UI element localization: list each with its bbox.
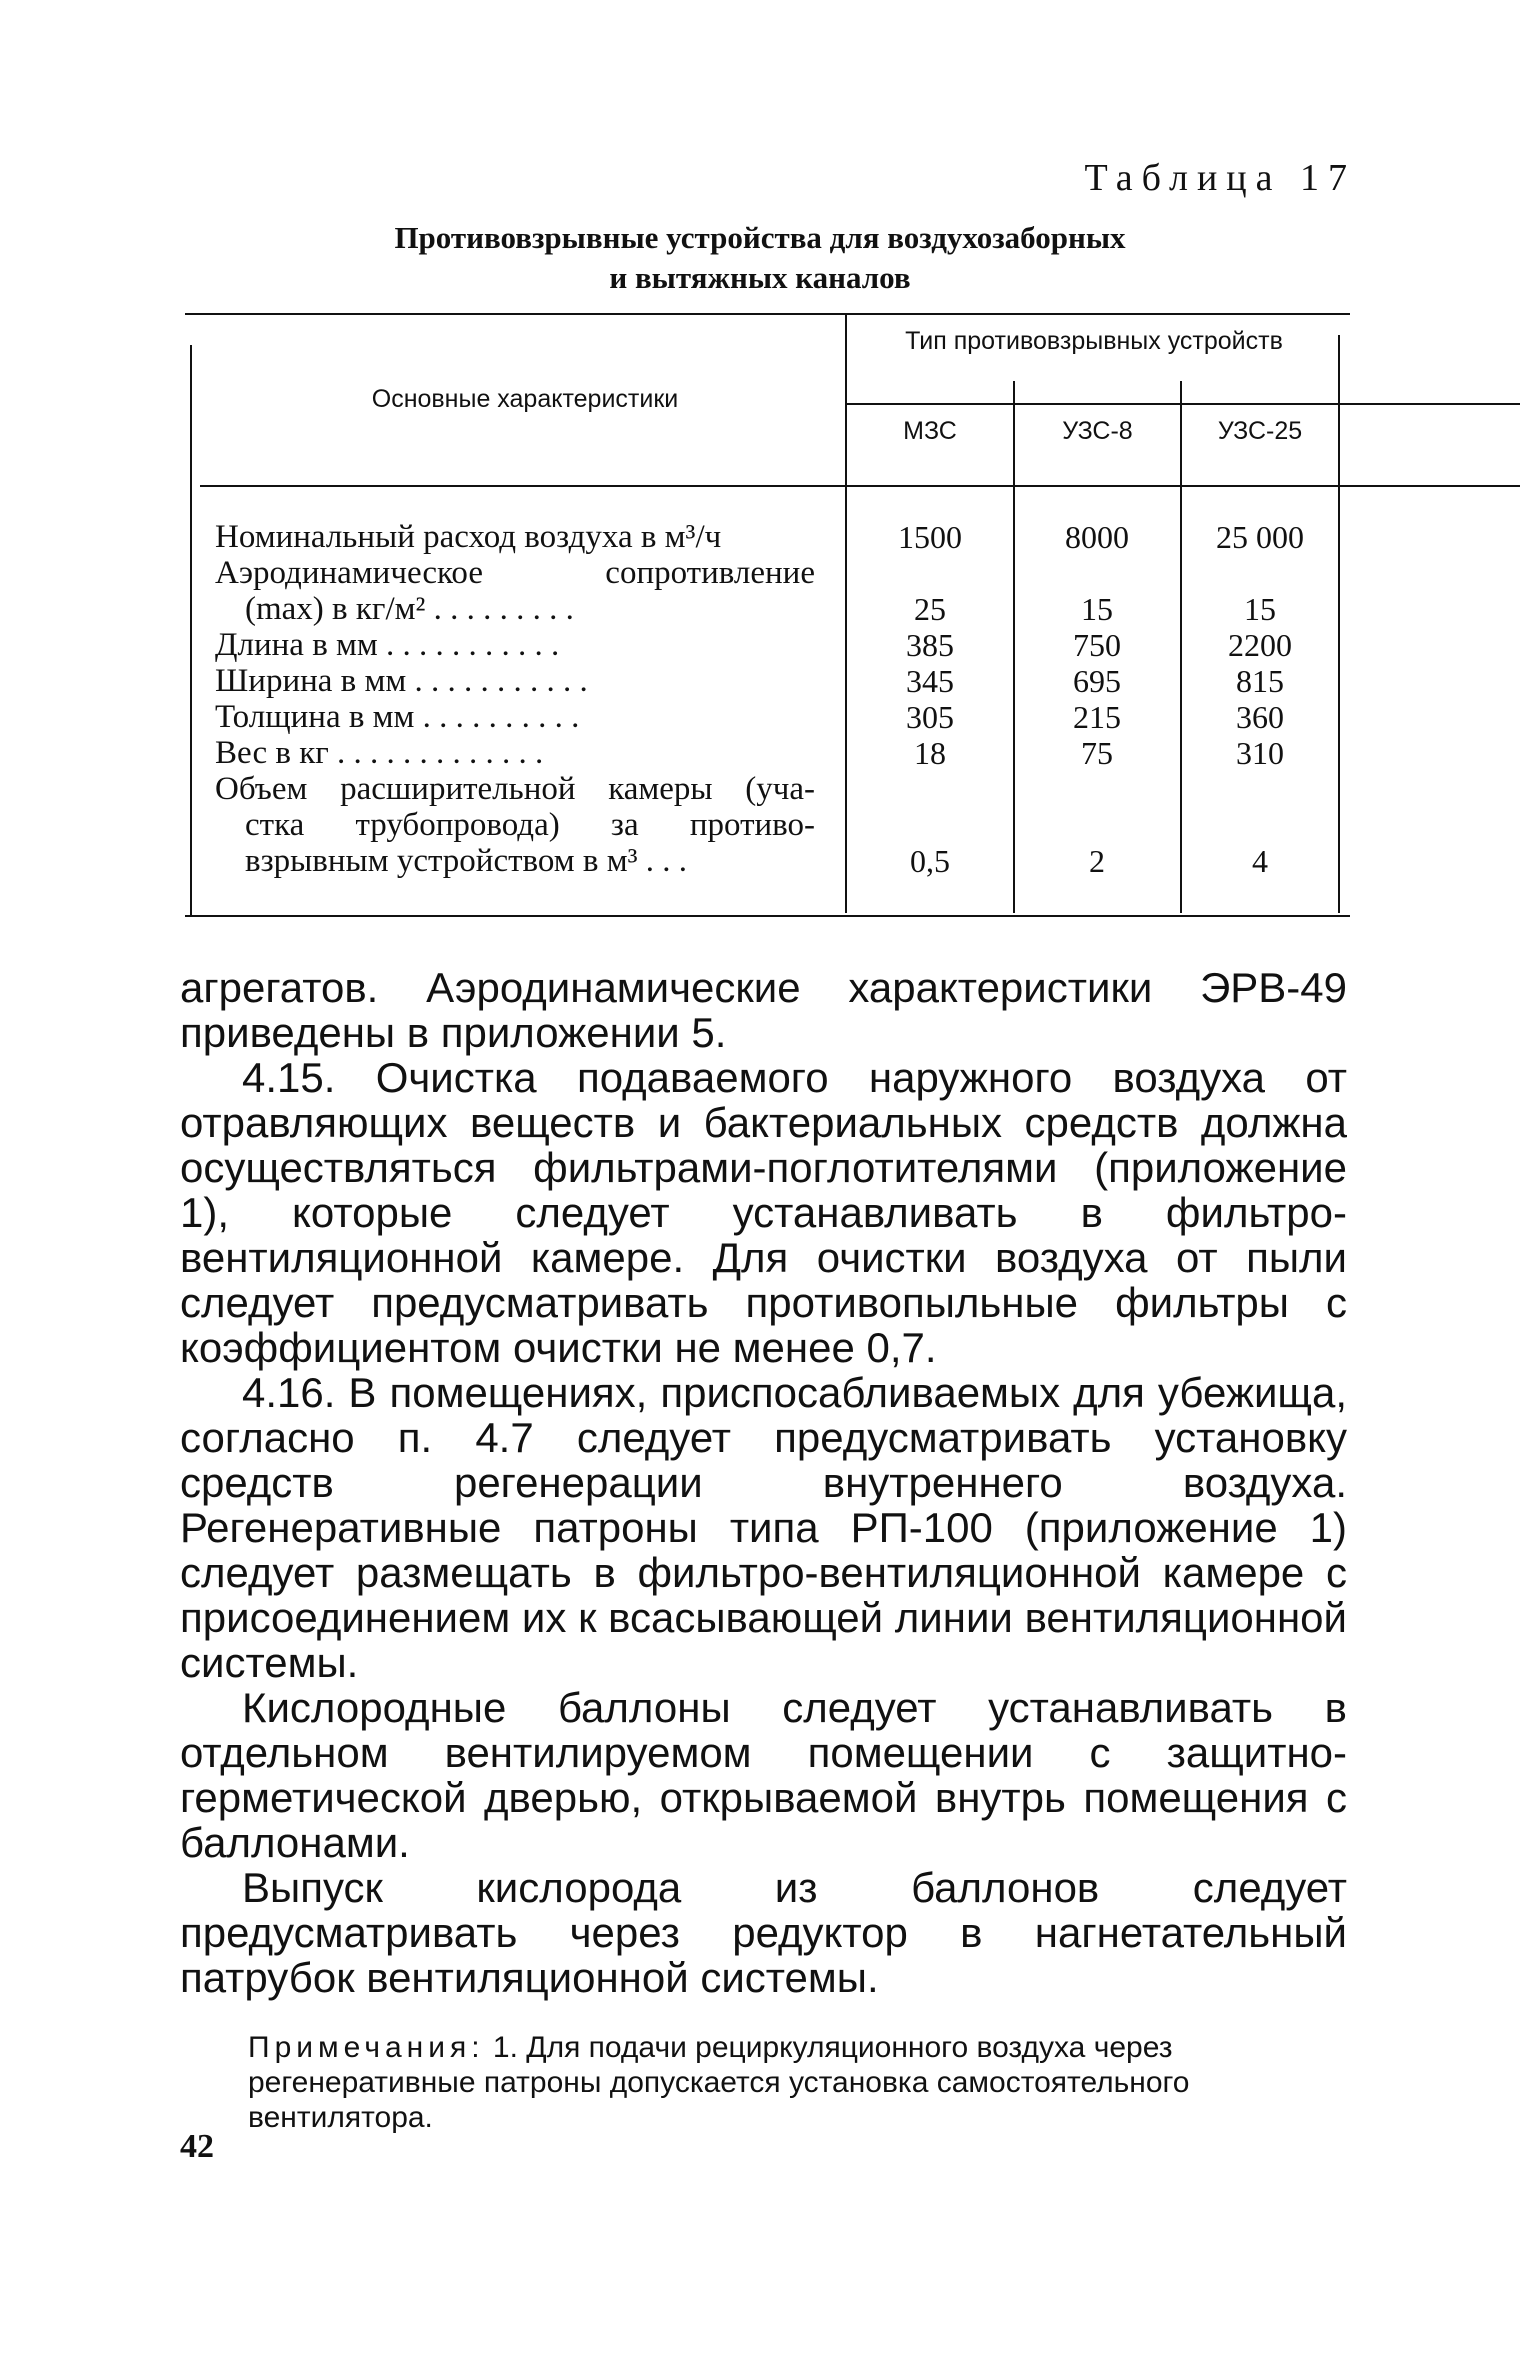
col-header-uzs8: УЗС-8 (1062, 417, 1133, 445)
header-bottom-rule (200, 485, 1520, 487)
table-title (330, 218, 1190, 298)
table-top-rule (185, 313, 1350, 315)
cell-value: 8000 (1065, 519, 1129, 555)
page-number: 42 (180, 2128, 214, 2165)
table-left-rule (190, 345, 192, 915)
group-header-rule (845, 403, 1520, 405)
col0-header: Основные характеристики (371, 385, 679, 413)
cell-value: 750 (1073, 627, 1121, 663)
cell-value: 345 (906, 663, 954, 699)
body-text (180, 965, 1347, 2000)
row-label: Длина в мм . . . . . . . . . . . (215, 627, 560, 663)
row-label: Вес в кг . . . . . . . . . . . . . (215, 735, 544, 771)
notes (248, 2030, 1348, 2135)
table-label: Таблица 17 (1084, 157, 1356, 199)
col-divider-2 (1013, 381, 1015, 913)
cell-value: 15 (1081, 591, 1113, 627)
row-label: Номинальный расход воздуха в м³/ч (215, 519, 722, 555)
paragraph: агрегатов. Аэродинамические характеристики ЭРВ-49 приведены в приложении 5. (180, 964, 1347, 1056)
characteristics-table (185, 305, 1350, 920)
cell-value: 2200 (1228, 627, 1292, 663)
table-bottom-rule (185, 915, 1350, 917)
paragraph: 4.16. В помещениях, приспосабливаемых для убежища, согласно п. 4.7 следует предусматривать установку средств регенерации внутреннего воздуха. Регенеративные патроны типа РП-100 (приложение 1) следует размещать в фильтро-вентиляционной камере с присоединением их к всасывающей линии вентиляционной системы. (180, 1369, 1347, 1686)
row-label: стка трубопровода) за противо- (245, 807, 815, 843)
note-1: 1. Для подачи рециркуляционного воздуха через регенеративные патроны допускается установка самостоятельного вентилятора. (248, 2031, 1190, 2134)
cell-value: 75 (1081, 735, 1113, 771)
row-label: Объем расширительной камеры (уча- (215, 771, 815, 807)
col-header-uzs25: УЗС-25 (1217, 417, 1303, 445)
row-label: Аэродинамическое сопротивление (215, 555, 815, 591)
paragraph: Выпуск кислорода из баллонов следует предусматривать через редуктор в нагнетательный патрубок вентиляционной системы. (180, 1864, 1347, 2001)
cell-value: 25 (914, 591, 946, 627)
cell-value: 815 (1236, 663, 1284, 699)
notes-heading: Примечания: (248, 2031, 485, 2064)
row-label: Ширина в мм . . . . . . . . . . . (215, 663, 588, 699)
cell-value: 0,5 (910, 843, 950, 879)
group-header: Тип противовзрывных устройств (905, 327, 1283, 355)
cell-value: 15 (1244, 591, 1276, 627)
paragraph: Кислородные баллоны следует устанавливать в отдельном вентилируемом помещении с защитно-герметической дверью, открываемой внутрь помещения с баллонами. (180, 1684, 1347, 1866)
cell-value: 310 (1236, 735, 1284, 771)
cell-value: 695 (1073, 663, 1121, 699)
col-header-mzs: МЗС (903, 417, 957, 445)
row-label: взрывным устройством в м³ . . . (245, 843, 688, 879)
cell-value: 360 (1236, 699, 1284, 735)
cell-value: 1500 (898, 519, 962, 555)
col-divider-1 (845, 313, 847, 913)
cell-value: 385 (906, 627, 954, 663)
table-title-line1: Противовзрывные устройства для воздухозаборных (394, 220, 1126, 255)
cell-value: 215 (1073, 699, 1121, 735)
paragraph: 4.15. Очистка подаваемого наружного воздуха от отравляющих веществ и бактериальных средств должна осуществляться фильтрами-поглотителями (приложение 1), которые следует устанавливать в фильтро-вентиляционной камере. Для очистки воздуха от пыли следует предусматривать противопыльные фильтры с коэффициентом очистки не менее 0,7. (180, 1054, 1347, 1371)
row-label: (max) в кг/м² . . . . . . . . . (245, 591, 574, 627)
cell-value: 305 (906, 699, 954, 735)
cell-value: 4 (1252, 843, 1268, 879)
cell-value: 25 000 (1216, 519, 1304, 555)
cell-value: 2 (1089, 843, 1105, 879)
cell-value: 18 (914, 735, 946, 771)
table-title-line2: и вытяжных каналов (609, 260, 911, 295)
row-label: Толщина в мм . . . . . . . . . . (215, 699, 580, 735)
